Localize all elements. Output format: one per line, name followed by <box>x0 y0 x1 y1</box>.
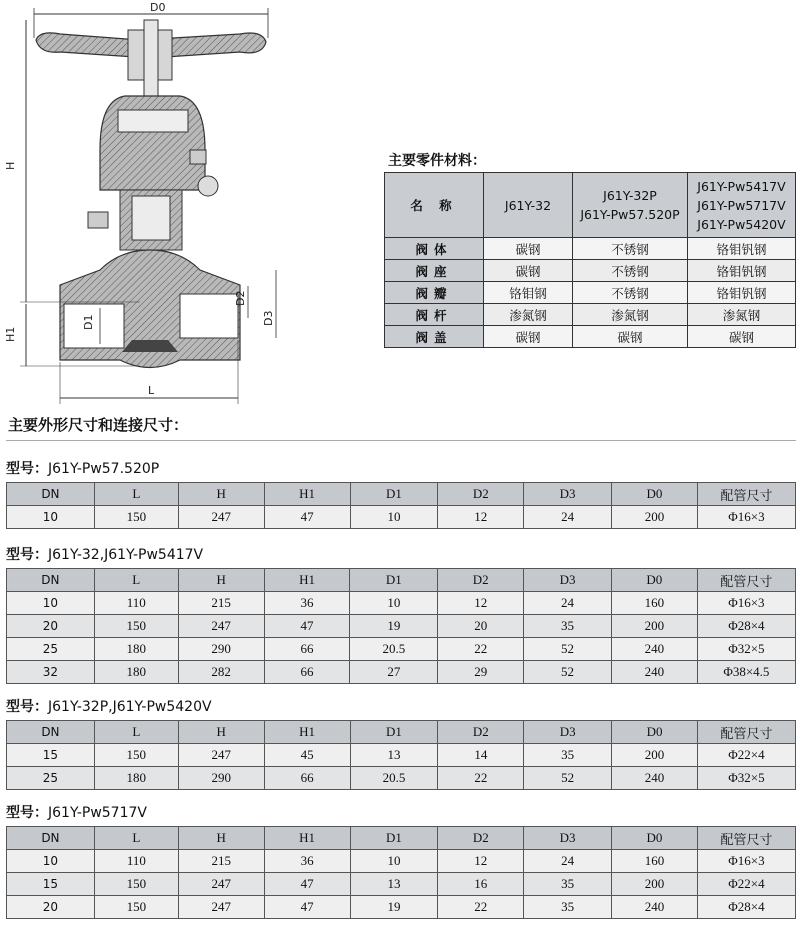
table-cell: 22 <box>438 896 524 919</box>
model-name: J61Y-32P,J61Y-Pw5420V <box>48 699 212 715</box>
column-header: D2 <box>438 721 524 744</box>
material-cell: 渗氮钢 <box>484 304 573 326</box>
material-cell: 碳钢 <box>484 238 573 260</box>
table-cell: 20 <box>438 615 524 638</box>
table-cell: 290 <box>178 638 264 661</box>
table-row <box>7 506 796 529</box>
model-name: J61Y-Pw5717V <box>48 805 147 821</box>
material-cell: 铬钼钒钢 <box>688 260 796 282</box>
part-name-cell: 阀体 <box>385 238 484 260</box>
table-cell: 16 <box>438 873 524 896</box>
model-prefix: 型号： <box>6 805 48 821</box>
part-name-cell: 阀盖 <box>385 326 484 348</box>
table-cell: 10 <box>7 506 95 529</box>
materials-table <box>384 172 796 348</box>
table-cell: 35 <box>524 873 612 896</box>
table-cell: 15 <box>7 744 95 767</box>
dims-title: 主要外形尺寸和连接尺寸： <box>8 416 189 434</box>
column-header: H <box>178 569 264 592</box>
material-cell: 铬钼钒钢 <box>688 238 796 260</box>
column-header: 配管尺寸 <box>697 827 795 850</box>
h-label: H <box>4 161 17 170</box>
table-cell: 10 <box>7 850 95 873</box>
table-cell: 36 <box>264 592 350 615</box>
column-header: D2 <box>438 569 524 592</box>
table-cell: 240 <box>612 767 698 790</box>
material-cell: 铬钼钒钢 <box>688 282 796 304</box>
table-cell: 52 <box>524 638 612 661</box>
materials-row <box>385 326 796 348</box>
materials-header-cell: J61Y-Pw5417V J61Y-Pw5717V J61Y-Pw5420V <box>688 173 796 238</box>
table-cell: 66 <box>264 638 350 661</box>
table-cell: 20 <box>7 896 95 919</box>
table-cell: 35 <box>524 615 612 638</box>
table-cell: 19 <box>350 615 438 638</box>
table-cell: 25 <box>7 638 95 661</box>
materials-header-cell: 名 称 <box>385 173 484 238</box>
table-cell: 247 <box>178 744 264 767</box>
column-header: 配管尺寸 <box>697 483 795 506</box>
table-cell: 150 <box>94 615 178 638</box>
column-header: D1 <box>350 721 438 744</box>
table-row <box>7 615 796 638</box>
materials-header-cell: J61Y-32 <box>484 173 573 238</box>
materials-row <box>385 304 796 326</box>
column-header: D2 <box>438 827 524 850</box>
l-label: L <box>148 384 155 397</box>
model-title <box>6 458 159 478</box>
table-cell: 52 <box>524 661 612 684</box>
table-cell: 45 <box>264 744 350 767</box>
table-cell: 110 <box>94 850 178 873</box>
table-cell: 22 <box>438 767 524 790</box>
table-cell: 52 <box>524 767 612 790</box>
table-cell: 10 <box>7 592 95 615</box>
dimension-header-row <box>7 721 796 744</box>
table-cell: 24 <box>524 592 612 615</box>
table-cell: 19 <box>350 896 438 919</box>
model-prefix: 型号： <box>6 461 48 477</box>
model-name: J61Y-32,J61Y-Pw5417V <box>48 547 204 563</box>
table-cell: Φ32×5 <box>697 767 795 790</box>
table-cell: 66 <box>264 661 350 684</box>
column-header: DN <box>7 721 95 744</box>
column-header: D1 <box>350 827 438 850</box>
d2-label: D2 <box>234 290 247 306</box>
table-cell: 20.5 <box>350 767 438 790</box>
table-cell: 150 <box>94 506 178 529</box>
dimension-table <box>6 720 796 790</box>
material-cell: 不锈钢 <box>573 238 688 260</box>
material-cell: 铬钼钢 <box>484 282 573 304</box>
table-cell: 150 <box>94 744 178 767</box>
material-cell: 不锈钢 <box>573 282 688 304</box>
column-header: L <box>94 483 178 506</box>
material-cell: 渗氮钢 <box>573 304 688 326</box>
table-cell: 10 <box>350 592 438 615</box>
table-row <box>7 592 796 615</box>
dimension-table <box>6 826 796 919</box>
table-row <box>7 850 796 873</box>
dimension-header-row <box>7 569 796 592</box>
table-row <box>7 767 796 790</box>
table-cell: Φ32×5 <box>697 638 795 661</box>
column-header: H1 <box>264 483 350 506</box>
model-title <box>6 696 212 716</box>
table-cell: Φ16×3 <box>697 592 795 615</box>
table-cell: 35 <box>524 896 612 919</box>
table-cell: 247 <box>178 506 264 529</box>
model-prefix: 型号： <box>6 699 48 715</box>
table-cell: 180 <box>94 767 178 790</box>
table-cell: 247 <box>178 896 264 919</box>
table-cell: 27 <box>350 661 438 684</box>
column-header: D1 <box>350 569 438 592</box>
table-cell: 180 <box>94 638 178 661</box>
model-title <box>6 802 147 822</box>
table-cell: 240 <box>612 896 698 919</box>
column-header: DN <box>7 483 95 506</box>
table-cell: 282 <box>178 661 264 684</box>
column-header: D0 <box>612 721 698 744</box>
material-cell: 不锈钢 <box>573 260 688 282</box>
column-header: D3 <box>524 827 612 850</box>
table-cell: 12 <box>438 506 524 529</box>
table-cell: 247 <box>178 615 264 638</box>
column-header: D1 <box>350 483 438 506</box>
part-name-cell: 阀杆 <box>385 304 484 326</box>
table-cell: 240 <box>611 661 697 684</box>
table-cell: 180 <box>94 661 178 684</box>
table-cell: 25 <box>7 767 95 790</box>
d0-label: D0 <box>150 1 166 14</box>
column-header: H1 <box>264 827 350 850</box>
column-header: L <box>94 827 178 850</box>
table-cell: 150 <box>94 873 178 896</box>
table-cell: 200 <box>612 744 698 767</box>
column-header: H1 <box>264 569 350 592</box>
column-header: L <box>94 721 178 744</box>
table-cell: 240 <box>611 638 697 661</box>
column-header: D3 <box>524 569 612 592</box>
dimension-table <box>6 482 796 529</box>
column-header: DN <box>7 569 95 592</box>
table-cell: 47 <box>264 896 350 919</box>
table-row <box>7 661 796 684</box>
h1-label: H1 <box>4 326 17 342</box>
column-header: L <box>94 569 178 592</box>
table-cell: Φ38×4.5 <box>697 661 795 684</box>
table-cell: 22 <box>438 638 524 661</box>
table-cell: 12 <box>438 850 524 873</box>
column-header: 配管尺寸 <box>697 721 795 744</box>
table-cell: 215 <box>178 850 264 873</box>
table-cell: 290 <box>178 767 264 790</box>
table-cell: 200 <box>611 615 697 638</box>
part-name-cell: 阀座 <box>385 260 484 282</box>
model-name: J61Y-Pw57.520P <box>48 461 160 477</box>
table-cell: Φ16×3 <box>697 506 795 529</box>
material-cell: 碳钢 <box>484 260 573 282</box>
table-cell: 29 <box>438 661 524 684</box>
materials-row <box>385 282 796 304</box>
column-header: 配管尺寸 <box>697 569 795 592</box>
column-header: D2 <box>438 483 524 506</box>
part-name-cell: 阀瓣 <box>385 282 484 304</box>
material-cell: 碳钢 <box>573 326 688 348</box>
table-cell: Φ16×3 <box>697 850 795 873</box>
dimension-header-row <box>7 827 796 850</box>
column-header: D0 <box>611 569 697 592</box>
column-header: D0 <box>612 827 698 850</box>
materials-header-cell: J61Y-32P J61Y-Pw57.520P <box>573 173 688 238</box>
column-header: H <box>178 827 264 850</box>
column-header: H <box>178 721 264 744</box>
table-cell: 66 <box>264 767 350 790</box>
table-cell: 36 <box>264 850 350 873</box>
table-cell: 15 <box>7 873 95 896</box>
table-cell: Φ28×4 <box>697 896 795 919</box>
material-cell: 碳钢 <box>484 326 573 348</box>
table-cell: 14 <box>438 744 524 767</box>
table-cell: 24 <box>524 850 612 873</box>
table-cell: 47 <box>264 873 350 896</box>
model-prefix: 型号： <box>6 547 48 563</box>
table-row <box>7 744 796 767</box>
table-cell: 215 <box>178 592 264 615</box>
d1-label: D1 <box>82 314 95 330</box>
column-header: DN <box>7 827 95 850</box>
column-header: D3 <box>524 483 612 506</box>
table-cell: 160 <box>611 592 697 615</box>
table-row <box>7 873 796 896</box>
column-header: H1 <box>264 721 350 744</box>
table-cell: 47 <box>264 506 350 529</box>
table-cell: 150 <box>94 896 178 919</box>
table-cell: 32 <box>7 661 95 684</box>
dimension-table <box>6 568 796 684</box>
materials-title: 主要零件材料： <box>388 153 486 169</box>
table-cell: 160 <box>612 850 698 873</box>
column-header: H <box>178 483 264 506</box>
column-header: D0 <box>612 483 698 506</box>
materials-row <box>385 238 796 260</box>
table-cell: 47 <box>264 615 350 638</box>
table-cell: 10 <box>350 850 438 873</box>
table-cell: 200 <box>612 873 698 896</box>
table-row <box>7 896 796 919</box>
table-cell: 10 <box>350 506 438 529</box>
table-cell: 110 <box>94 592 178 615</box>
table-cell: Φ22×4 <box>697 744 795 767</box>
column-header: D3 <box>524 721 612 744</box>
table-row <box>7 638 796 661</box>
material-cell: 渗氮钢 <box>688 304 796 326</box>
table-cell: 247 <box>178 873 264 896</box>
materials-row <box>385 260 796 282</box>
table-cell: 20.5 <box>350 638 438 661</box>
table-cell: Φ28×4 <box>697 615 795 638</box>
material-cell: 碳钢 <box>688 326 796 348</box>
table-cell: 13 <box>350 873 438 896</box>
model-title <box>6 544 203 564</box>
table-cell: 20 <box>7 615 95 638</box>
table-cell: 13 <box>350 744 438 767</box>
table-cell: 35 <box>524 744 612 767</box>
section-divider <box>6 440 796 441</box>
table-cell: 12 <box>438 592 524 615</box>
table-cell: 24 <box>524 506 612 529</box>
d3-label: D3 <box>262 310 275 326</box>
table-cell: Φ22×4 <box>697 873 795 896</box>
valve-drawing <box>0 0 330 420</box>
table-cell: 200 <box>612 506 698 529</box>
dimension-header-row <box>7 483 796 506</box>
